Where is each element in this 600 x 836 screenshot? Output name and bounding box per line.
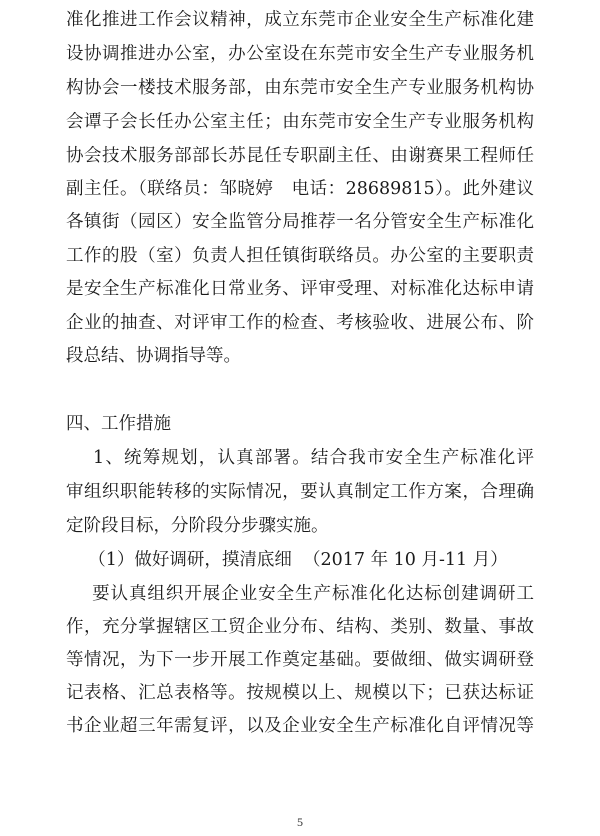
sub-heading: （1）做好调研，摸清底细 （2017 年 10 月-11 月） [66, 550, 508, 570]
body-line: 审组织职能转移的实际情况，要认真制定工作方案，合理确 [66, 482, 534, 502]
section-heading: 四、工作措施 [66, 414, 171, 434]
body-line: 段总结、协调指导等。 [66, 346, 241, 366]
body-line: 等情况，为下一步开展工作奠定基础。要做细、做实调研登 [66, 650, 534, 670]
body-line: 工作的股（室）负责人担任镇街联络员。办公室的主要职责 [66, 246, 534, 266]
body-line: 是安全生产标准化日常业务、评审受理、对标准化达标申请 [66, 279, 534, 299]
body-line: 书企业超三年需复评，以及企业安全生产标准化自评情况等 [66, 716, 534, 736]
body-line: 会谭子会长任办公室主任；由东莞市安全生产专业服务机构 [66, 112, 534, 132]
body-line: 记表格、汇总表格等。按规模以上、规模以下；已获达标证 [66, 683, 534, 703]
body-line: 企业的抽查、对评审工作的检查、考核验收、进展公布、阶 [66, 313, 534, 333]
body-line: 1、统筹规划，认真部署。结合我市安全生产标准化评 [66, 448, 534, 468]
body-line: 各镇街（园区）安全监管分局推荐一名分管安全生产标准化 [66, 212, 534, 232]
body-line: 副主任。（联络员：邹晓婷 电话：28689815）。此外建议 [66, 179, 534, 199]
body-line: 作，充分掌握辖区工贸企业分布、结构、类别、数量、事故 [66, 617, 534, 637]
body-line: 协会技术服务部部长苏昆任专职副主任、由谢赛果工程师任 [66, 146, 534, 166]
body-line: 设协调推进办公室，办公室设在东莞市安全生产专业服务机 [66, 44, 534, 64]
body-line: 准化推进工作会议精神，成立东莞市企业安全生产标准化建 [66, 10, 534, 30]
body-line: 要认真组织开展企业安全生产标准化化达标创建调研工 [66, 584, 534, 604]
body-line: 定阶段目标，分阶段分步骤实施。 [66, 516, 329, 536]
body-line: 构协会一楼技术服务部，由东莞市安全生产专业服务机构协 [66, 78, 534, 98]
page-number: 5 [297, 815, 303, 829]
